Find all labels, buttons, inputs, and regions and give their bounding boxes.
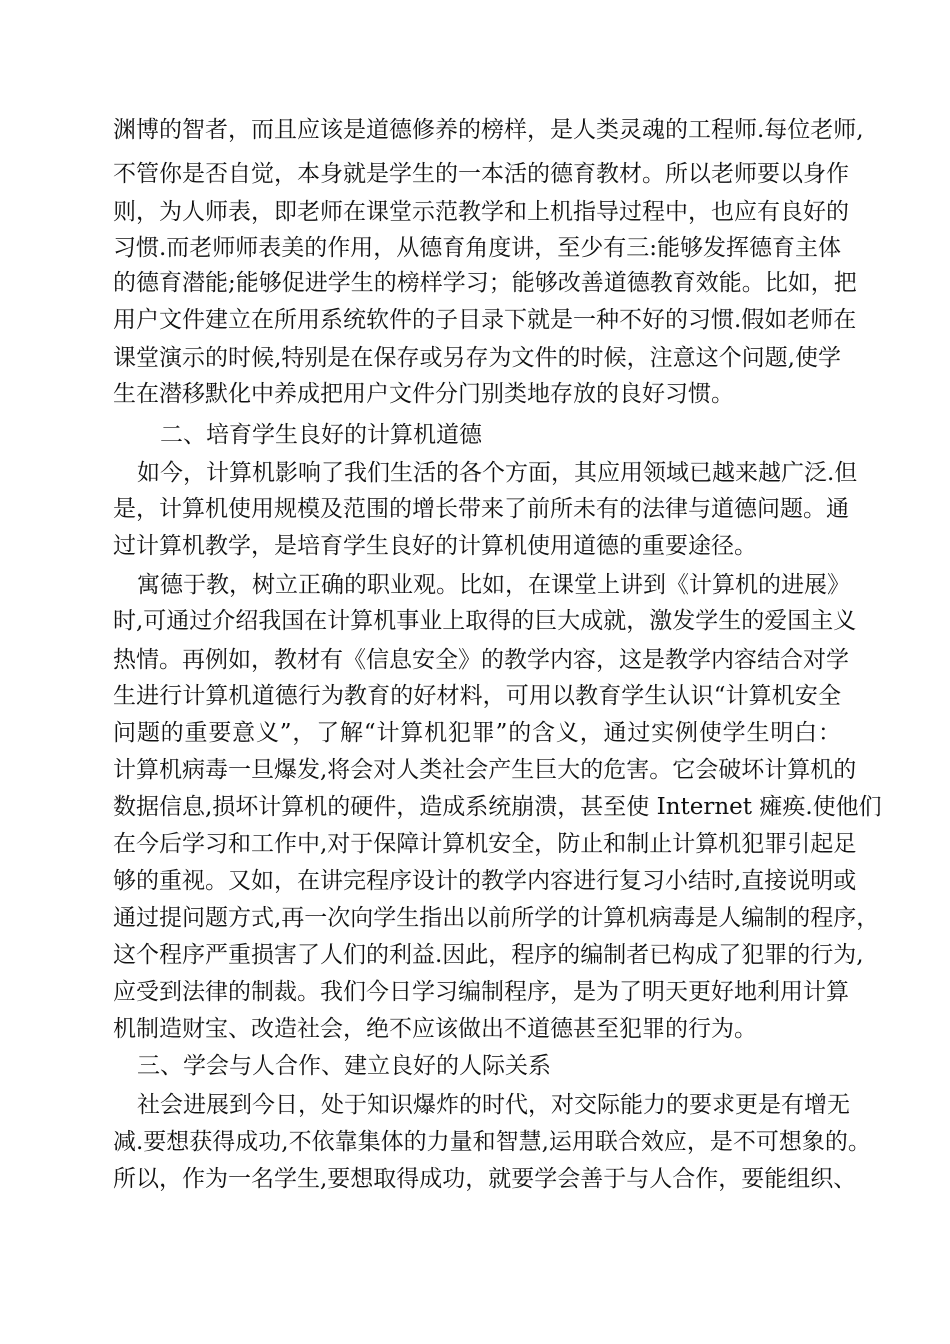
text-line: 课堂演示的时候,特别是在保存或另存为文件的时候，注意这个问题,使学 bbox=[113, 345, 841, 371]
text-line: 是，计算机使用规模及范围的增长带来了前所未有的法律与道德问题。通 bbox=[113, 496, 849, 522]
text-line: 过计算机教学，是培育学生良好的计算机使用道德的重要途径。 bbox=[113, 533, 757, 559]
text-line: 应受到法律的制裁。我们今日学习编制程序，是为了明天更好地利用计算 bbox=[113, 979, 849, 1005]
text-line: 生在潜移默化中养成把用户文件分门别类地存放的良好习惯。 bbox=[113, 381, 734, 407]
text-line: 数据信息,损坏计算机的硬件，造成系统崩溃，甚至使 Internet 瘫痪.使他们 bbox=[113, 794, 882, 820]
text-line: 时,可通过介绍我国在计算机事业上取得的巨大成就，激发学生的爱国主义 bbox=[113, 608, 857, 634]
text-line: 的德育潜能;能够促进学生的榜样学习；能够改善道德教育效能。比如，把 bbox=[113, 270, 857, 296]
text-line: 够的重视。又如，在讲完程序设计的教学内容进行复习小结时,直接说明或 bbox=[113, 868, 857, 894]
text-line: 这个程序严重损害了人们的利益.因此，程序的编制者已构成了犯罪的行为, bbox=[113, 942, 864, 968]
text-line: 减.要想获得成功,不依靠集体的力量和智慧,运用联合效应，是不可想象的。 bbox=[113, 1129, 871, 1155]
text-line: 用户文件建立在所用系统软件的子目录下就是一种不好的习惯.假如老师在 bbox=[113, 307, 857, 333]
text-line: 问题的重要意义”，了解“计算机犯罪”的含义，通过实例使学生明白： bbox=[113, 720, 841, 746]
text-line: 不管你是否自觉，本身就是学生的一本活的德育教材。所以老师要以身作 bbox=[113, 161, 849, 187]
text-line: 机制造财宝、改造社会，绝不应该做出不道德甚至犯罪的行为。 bbox=[113, 1016, 757, 1042]
text-line: 通过提问题方式,再一次向学生指出以前所学的计算机病毒是人编制的程序， bbox=[113, 905, 880, 931]
text-line: 计算机病毒一旦爆发,将会对人类社会产生巨大的危害。它会破坏计算机的 bbox=[113, 757, 857, 783]
text-line: 社会进展到今日，处于知识爆炸的时代，对交际能力的要求更是有增无 bbox=[137, 1092, 850, 1118]
text-line: 则，为人师表，即老师在课堂示范教学和上机指导过程中，也应有良好的 bbox=[113, 199, 849, 225]
text-line: 习惯.而老师师表美的作用，从德育角度讲，至少有三:能够发挥德育主体 bbox=[113, 235, 842, 261]
section-heading: 三、学会与人合作、建立良好的人际关系 bbox=[137, 1053, 551, 1079]
text-line: 热情。再例如，教材有《信息安全》的教学内容，这是教学内容结合对学 bbox=[113, 647, 849, 673]
text-line: 在今后学习和工作中,对于保障计算机安全，防止和制止计算机犯罪引起足 bbox=[113, 831, 857, 857]
text-line: 寓德于教，树立正确的职业观。比如，在课堂上讲到《计算机的进展》 bbox=[137, 572, 850, 598]
text-line: 渊博的智者，而且应该是道德修养的榜样，是人类灵魂的工程师.每位老师, bbox=[113, 117, 864, 143]
text-line: 所以，作为一名学生,要想取得成功，就要学会善于与人合作，要能组织、 bbox=[113, 1166, 857, 1192]
text-line: 生进行计算机道德行为教育的好材料，可用以教育学生认识“计算机安全 bbox=[113, 683, 841, 709]
text-line: 如今，计算机影响了我们生活的各个方面，其应用领域已越来越广泛.但 bbox=[137, 460, 858, 486]
section-heading: 二、培育学生良好的计算机道德 bbox=[160, 422, 482, 448]
